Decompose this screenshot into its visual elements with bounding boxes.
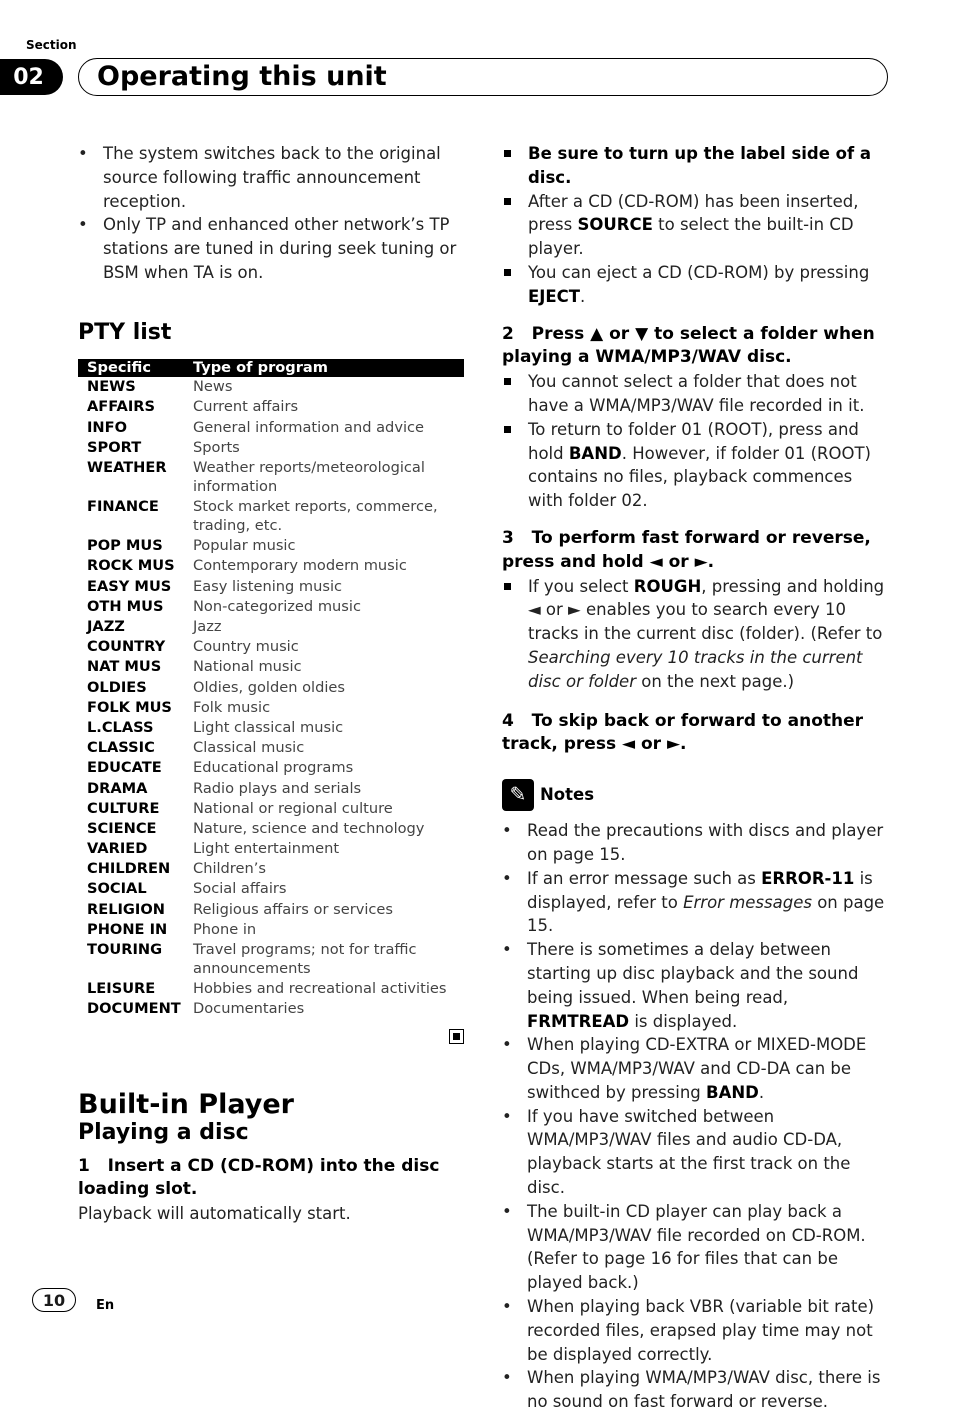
pty-description: Folk music	[193, 698, 271, 716]
table-row	[78, 437, 464, 457]
step-1-body: Playback will automatically start.	[78, 1204, 351, 1224]
pty-description: Stock market reports, commerce, trading, etc.	[193, 498, 438, 535]
pty-code: VARIED	[87, 840, 148, 858]
pty-code: ROCK MUS	[87, 557, 175, 575]
pty-description: Popular music	[193, 537, 296, 555]
list-item: Be sure to turn up the label side of a disc.	[502, 142, 890, 190]
pty-code: SPORT	[87, 438, 142, 456]
step-2-title: 2 Press ▲ or ▼ to select a folder when playing a WMA/MP3/WAV disc.	[502, 323, 875, 368]
pty-code: COUNTRY	[87, 638, 166, 656]
pty-code: JAZZ	[87, 618, 125, 636]
pty-description: Light entertainment	[193, 840, 340, 858]
notes-header	[502, 779, 890, 811]
table-row	[78, 657, 464, 677]
pty-description: Hobbies and recreational activities	[193, 980, 447, 998]
pty-description: Light classical music	[193, 718, 344, 736]
pty-code: SCIENCE	[87, 819, 157, 837]
pencil-note-icon: ✎	[502, 779, 534, 811]
builtin-player-heading: Built-in Player	[78, 1089, 294, 1121]
pty-description: General information and advice	[193, 418, 425, 436]
notes-heading: Notes	[540, 785, 595, 805]
table-row	[78, 697, 464, 717]
pty-code: CLASSIC	[87, 739, 155, 757]
pty-code: OLDIES	[87, 678, 147, 696]
step-3-title: 3 To perform fast forward or reverse, press and hold ◄ or ►.	[502, 527, 871, 572]
table-row	[78, 859, 464, 879]
table-row	[78, 497, 464, 536]
table-row	[78, 919, 464, 939]
table-row	[78, 899, 464, 919]
list-item: • If an error message such as ERROR-11 is displayed, refer to Error messages on page 15.	[502, 867, 890, 938]
end-of-section-icon	[449, 1029, 464, 1044]
pty-description: Jazz	[193, 618, 222, 636]
table-row	[78, 377, 464, 397]
playing-a-disc-heading: Playing a disc	[78, 1119, 249, 1145]
intro-bullets	[78, 142, 464, 285]
pty-code: EASY MUS	[87, 577, 172, 595]
pty-code: POP MUS	[87, 537, 163, 555]
language-label: En	[96, 1298, 115, 1313]
section-label: Section	[26, 38, 77, 52]
table-row	[78, 596, 464, 616]
pty-description: National music	[193, 658, 302, 676]
pty-code: WEATHER	[87, 458, 167, 476]
list-item: • Read the precautions with discs and player on page 15.	[502, 819, 890, 867]
pty-code: NEWS	[87, 378, 136, 396]
table-row	[78, 738, 464, 758]
pty-code: CHILDREN	[87, 860, 171, 878]
table-row	[78, 758, 464, 778]
pty-description: Documentaries	[193, 1000, 305, 1018]
list-item: • There is sometimes a delay between starting up disc playback and the sound being issued. When being read, FRMTREAD is displayed.	[502, 938, 890, 1033]
list-item: • When playing WMA/MP3/WAV disc, there is no sound on fast forward or reverse.	[502, 1366, 890, 1414]
section-number-badge: 02	[0, 59, 63, 95]
table-row	[78, 556, 464, 576]
pty-description: Social affairs	[193, 880, 287, 898]
table-row	[78, 999, 464, 1019]
table-row	[78, 616, 464, 636]
pty-code: SOCIAL	[87, 880, 147, 898]
pty-code: FOLK MUS	[87, 698, 172, 716]
table-row	[78, 536, 464, 556]
page-number: 10	[32, 1288, 76, 1312]
list-item: You cannot select a folder that does not have a WMA/MP3/WAV file recorded in it.	[502, 370, 890, 418]
list-item: • The system switches back to the original source following traffic announcement reception.	[78, 142, 464, 213]
pty-code: NAT MUS	[87, 658, 162, 676]
page-title: Operating this unit	[97, 61, 387, 92]
pty-description: Country music	[193, 638, 299, 656]
table-row	[78, 939, 464, 978]
pty-description: Current affairs	[193, 398, 299, 416]
pty-code: DOCUMENT	[87, 1000, 181, 1018]
table-row	[78, 457, 464, 496]
pty-table	[78, 359, 464, 1019]
pty-code: LEISURE	[87, 980, 156, 998]
notes-list	[502, 819, 890, 1414]
table-row	[78, 717, 464, 737]
column-header-specific: Specific	[78, 359, 185, 377]
pty-description: Sports	[193, 438, 240, 456]
pty-description: Easy listening music	[193, 577, 343, 595]
table-row	[78, 879, 464, 899]
pty-description: News	[193, 378, 233, 396]
pty-code: INFO	[87, 418, 128, 436]
list-item: You can eject a CD (CD-ROM) by pressing EJECT.	[502, 261, 890, 309]
pty-code: OTH MUS	[87, 597, 164, 615]
list-item: • Only TP and enhanced other network’s TP stations are tuned in during seek tuning or BSM when TA is on.	[78, 213, 464, 284]
pty-code: L.CLASS	[87, 718, 154, 736]
pty-code: FINANCE	[87, 498, 159, 516]
pty-list-heading: PTY list	[78, 319, 172, 345]
pty-description: Travel programs; not for traffic announcements	[193, 941, 417, 978]
list-item: • If you have switched between WMA/MP3/WAV files and audio CD-DA, playback starts at the first track on the disc.	[502, 1105, 890, 1200]
pty-table-body	[78, 377, 464, 1019]
pty-description: Oldies, golden oldies	[193, 678, 345, 696]
table-row	[78, 979, 464, 999]
pty-description: Educational programs	[193, 759, 354, 777]
list-item: • When playing back VBR (variable bit rate) recorded files, erapsed play time may not be displayed correctly.	[502, 1295, 890, 1366]
table-header-row	[78, 359, 464, 377]
pty-description: Religious affairs or services	[193, 900, 393, 918]
pty-code: AFFAIRS	[87, 398, 156, 416]
pty-description: Nature, science and technology	[193, 819, 425, 837]
table-row	[78, 576, 464, 596]
list-item: • The built-in CD player can play back a WMA/MP3/WAV file recorded on CD-ROM. (Refer to page 16 for files that can be played back.)	[502, 1200, 890, 1295]
left-column	[78, 142, 464, 1226]
pty-description: Phone in	[193, 920, 257, 938]
table-row	[78, 637, 464, 657]
pty-code: CULTURE	[87, 799, 160, 817]
pty-code: PHONE IN	[87, 920, 168, 938]
pty-description: National or regional culture	[193, 799, 393, 817]
table-row	[78, 818, 464, 838]
right-column	[502, 142, 890, 1414]
list-item: • When playing CD-EXTRA or MIXED-MODE CDs, WMA/MP3/WAV and CD-DA can be swithced by pressing BAND.	[502, 1033, 890, 1104]
pty-description: Weather reports/meteorological information	[193, 458, 425, 495]
column-header-type: Type of program	[185, 359, 464, 377]
pty-code: EDUCATE	[87, 759, 162, 777]
list-item: After a CD (CD-ROM) has been inserted, press SOURCE to select the built-in CD player.	[502, 190, 890, 261]
table-row	[78, 798, 464, 818]
pty-description: Classical music	[193, 739, 305, 757]
pty-code: TOURING	[87, 941, 163, 959]
step-4-title: 4 To skip back or forward to another track, press ◄ or ►.	[502, 710, 864, 755]
table-row	[78, 839, 464, 859]
table-row	[78, 677, 464, 697]
pty-code: RELIGION	[87, 900, 165, 918]
pty-code: DRAMA	[87, 779, 148, 797]
pty-description: Children’s	[193, 860, 266, 878]
pty-description: Radio plays and serials	[193, 779, 362, 797]
step-1-title: 1 Insert a CD (CD-ROM) into the disc loading slot.	[78, 1155, 440, 1200]
list-item: To return to folder 01 (ROOT), press and hold BAND. However, if folder 01 (ROOT) contains no files, playback commences with folder 02.	[502, 418, 890, 513]
table-row	[78, 417, 464, 437]
table-row	[78, 778, 464, 798]
pty-description: Non-categorized music	[193, 597, 361, 615]
pty-description: Contemporary modern music	[193, 557, 407, 575]
list-item: If you select ROUGH, pressing and holding ◄ or ► enables you to search every 10 tracks in the current disc (folder). (Refer to Searching every 10 tracks in the current disc or folder on the next page.)	[502, 575, 890, 694]
table-row	[78, 397, 464, 417]
